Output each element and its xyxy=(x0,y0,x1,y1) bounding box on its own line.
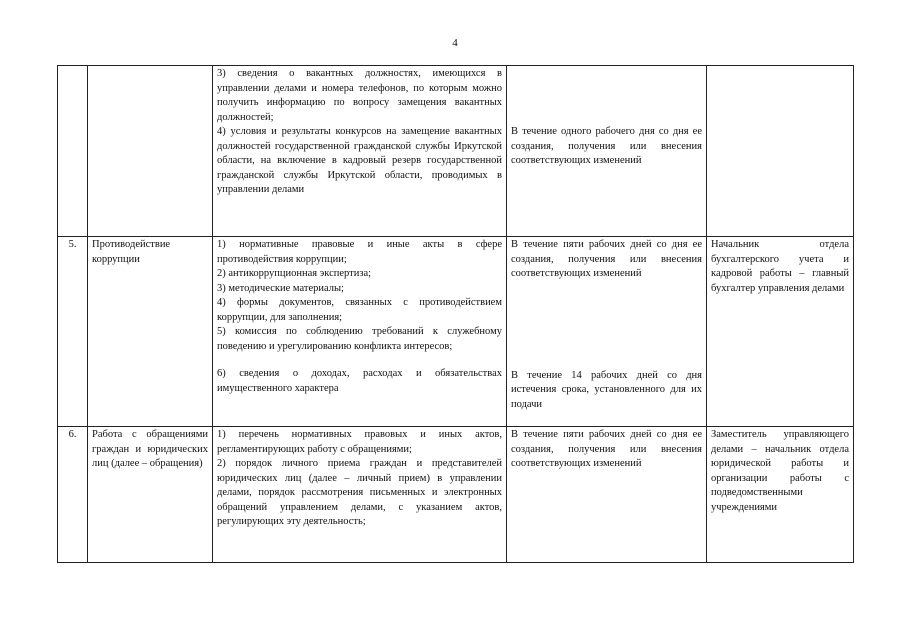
term-text-secondary: В течение 14 рабочих дней со дня истечения срока, установленного для их подачи xyxy=(511,369,702,410)
term-cell xyxy=(507,66,707,237)
term-cell xyxy=(507,237,707,427)
row-number xyxy=(58,66,88,237)
table-row xyxy=(58,427,854,563)
info-item: 3) сведения о вакантных должностях, имеющихся в управлении делами и номера телефонов, по которым можно получить информацию по вопросу замещения вакантных должностей; xyxy=(217,68,502,123)
info-item: 2) антикоррупционная экспертиза; xyxy=(217,268,372,279)
term-text: В течение пяти рабочих дней со дня ее создания, получения или внесения соответствующих изменений xyxy=(511,429,702,469)
section-name xyxy=(88,66,213,237)
page-number: 4 xyxy=(452,37,458,49)
info-cell xyxy=(213,237,507,427)
info-item: 4) условия и результаты конкурсов на замещение вакантных должностей государственной гражданской службы Иркутской области, на включение в кадровый резерв государственной гражданской службы Иркутской области, проводимых в управлении делами xyxy=(217,126,502,195)
table-row xyxy=(58,66,854,237)
term-cell xyxy=(507,427,707,563)
section-name: Противодействие коррупции xyxy=(88,237,213,427)
info-item: 1) нормативные правовые и иные акты в сфере противодействия коррупции; xyxy=(217,239,502,265)
section-name: Работа с обращениями граждан и юридических лиц (далее – обращения) xyxy=(88,427,213,563)
info-cell xyxy=(213,66,507,237)
info-item: 2) порядок личного приема граждан и представителей юридических лиц (далее – личный прием) в управлении делами, порядок рассмотрения письменных и электронных обращений управлением делами, с указанием актов, регулирующих эту деятельность; xyxy=(217,458,502,527)
info-item: 5) комиссия по соблюдению требований к служебному поведению и урегулированию конфликта интересов; xyxy=(217,326,502,352)
info-item: 1) перечень нормативных правовых и иных актов, регламентирующих работу с обращениями; xyxy=(217,429,502,455)
info-item: 6) сведения о доходах, расходах и обязательствах имущественного характера xyxy=(217,368,502,394)
row-number: 5. xyxy=(58,237,88,427)
info-item: 3) методические материалы; xyxy=(217,282,344,294)
table-row xyxy=(58,237,854,427)
info-cell xyxy=(213,427,507,563)
responsible-cell: Начальник отдела бухгалтерского учета и кадровой работы – главный бухгалтер управления делами xyxy=(707,237,854,427)
responsible-cell xyxy=(707,66,854,237)
term-text: В течение одного рабочего дня со дня ее создания, получения или внесения соответствующих изменений xyxy=(511,126,702,166)
responsible-cell: Заместитель управляющего делами – начальник отдела юридической работы и организации работы с подведомственными учреждениями xyxy=(707,427,854,563)
row-number: 6. xyxy=(58,427,88,563)
term-text: В течение пяти рабочих дней со дня ее создания, получения или внесения соответствующих изменений xyxy=(511,239,702,279)
information-table xyxy=(57,65,854,563)
info-item: 4) формы документов, связанных с противодействием коррупции, для заполнения; xyxy=(217,297,502,323)
